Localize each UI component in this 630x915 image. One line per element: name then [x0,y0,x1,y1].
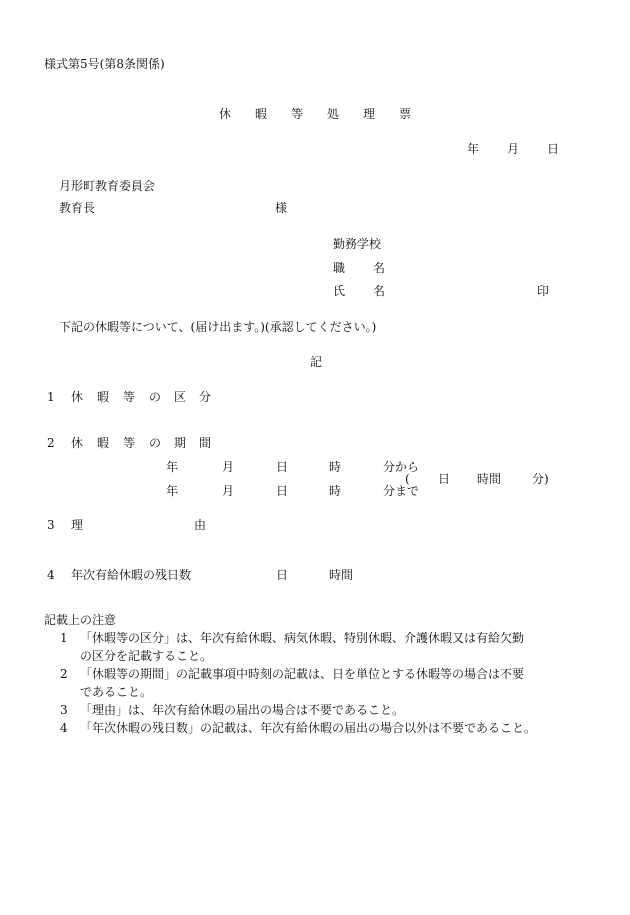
start-month: 月 [222,460,235,474]
item-char: 由 [194,518,207,532]
end-hour: 時 [329,484,342,498]
total-day: 日 [438,472,451,486]
position-label-c2: 名 [373,261,386,275]
name-label-c2: 名 [373,284,386,298]
item-number: 4 [47,568,55,582]
end-year: 年 [166,484,179,498]
note-text: 「休暇等の期間」の記載事項中時刻の記載は、日を単位とする休暇等の場合は不要 [80,667,525,681]
note-text: 「休暇等の区分」は、年次有給休暇、病気休暇、特別休暇、介護休暇又は有給欠勤 [80,631,525,645]
title-char: 等 [291,107,304,121]
item-char: 分 [199,390,212,404]
end-minute: 分まで [383,484,420,498]
ki-heading: 記 [310,355,323,369]
item-char: 等 [123,390,136,404]
start-hour: 時 [329,460,342,474]
school-label: 勤務学校 [333,237,382,251]
date-month: 月 [507,142,520,156]
total-minute: 分) [532,472,549,486]
item-char: 休 [71,390,84,404]
item-char: 休 [71,436,84,450]
name-label-c1: 氏 [333,284,346,298]
start-day: 日 [276,460,289,474]
item-label: 年次有給休暇の残日数 [71,568,192,582]
total-hour: 時間 [477,472,502,486]
note-number: 2 [60,667,68,681]
item-char: 区 [174,390,187,404]
note-number: 1 [60,631,68,645]
remaining-day: 日 [276,568,289,582]
end-month: 月 [222,484,235,498]
note-text: の区分を記載すること。 [80,649,213,663]
note-text: であること。 [80,685,153,699]
position-label-c1: 職 [333,261,346,275]
title-char: 暇 [255,107,268,121]
request-text: 下記の休暇等について、(届け出ます。)(承認してください。) [59,320,377,334]
addressee-org: 月形町教育委員会 [59,179,156,193]
date-day: 日 [547,142,560,156]
title-char: 休 [219,107,232,121]
remaining-hour: 時間 [329,568,354,582]
notes-heading: 記載上の注意 [44,613,117,627]
item-number: 2 [47,436,55,450]
item-char: 期 [174,436,187,450]
addressee-title: 教育長 [59,201,96,215]
note-text: 「年次休暇の残日数」の記載は、年次有給休暇の届出の場合以外は不要であること。 [80,721,537,735]
seal-mark: 印 [537,284,550,298]
addressee-honorific: 様 [275,201,288,215]
start-minute: 分から [383,460,420,474]
item-number: 3 [47,518,55,532]
title-char: 票 [399,107,412,121]
start-year: 年 [166,460,179,474]
date-year: 年 [467,142,480,156]
title-char: 処 [327,107,340,121]
item-char: 理 [71,518,84,532]
item-char: 暇 [97,390,110,404]
total-open-paren: ( [405,472,410,486]
item-number: 1 [47,390,55,404]
end-day: 日 [276,484,289,498]
note-number: 3 [60,703,68,717]
note-number: 4 [60,721,68,735]
item-char: 暇 [97,436,110,450]
note-text: 「理由」は、年次有給休暇の届出の場合は不要であること。 [80,703,405,717]
item-char: の [149,390,162,404]
item-char: 等 [123,436,136,450]
title-char: 理 [363,107,376,121]
item-char: 間 [199,436,212,450]
form-number: 様式第5号(第8条関係) [44,57,165,71]
item-char: の [149,436,162,450]
